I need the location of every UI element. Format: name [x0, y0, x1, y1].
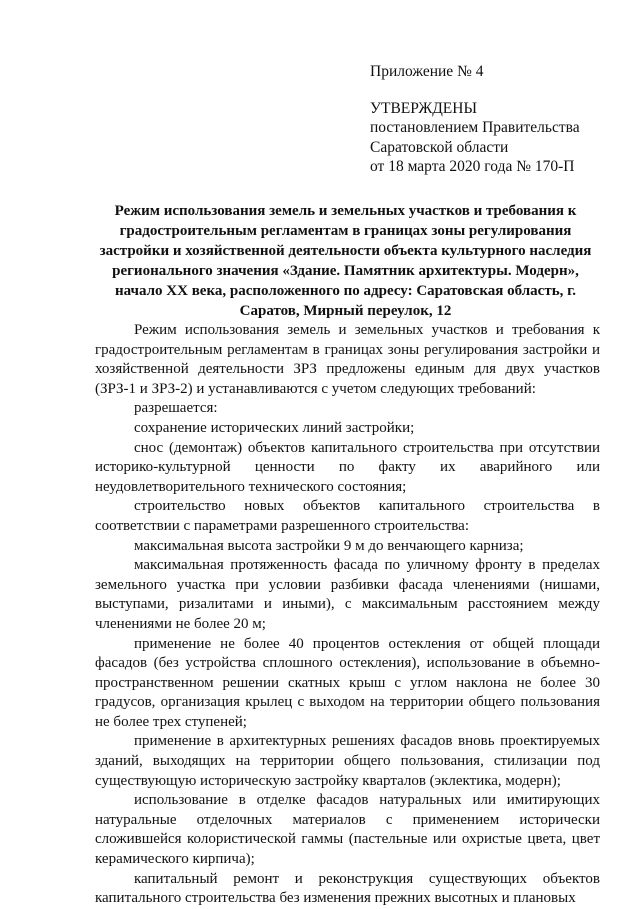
- document-body: [95, 321, 600, 909]
- approval-block: [370, 62, 580, 177]
- approval-date-line: от 18 марта 2020 года № 170-П: [370, 158, 575, 175]
- paragraph: снос (демонтаж) объектов капитального строительства при отсутствии историко-культурной ценности по факту их аварийного или неудовлетворительного технического состояния;: [95, 439, 600, 495]
- annex-number: Приложение № 4: [370, 63, 484, 80]
- approval-line: Саратовской области: [370, 138, 509, 156]
- paragraph: сохранение исторических линий застройки;: [134, 419, 415, 436]
- paragraph: Режим использования земель и земельных участков и требования к градостроительным регламентам в границах зоны регулирования застройки и хозяйственной деятельности ЗРЗ предложены единым для двух участков (ЗРЗ-1 и ЗРЗ-2) и устанавливаются с учетом следующих требований:: [95, 322, 600, 397]
- paragraph: разрешается:: [134, 400, 218, 417]
- approval-heading: УТВЕРЖДЕНЫ: [370, 99, 477, 117]
- paragraph: строительство новых объектов капитального строительства в соответствии с параметрами разрешенного строительства:: [95, 498, 600, 534]
- document-title: Режим использования земель и земельных участков и требования к градостроительным регламентам в границах зоны регулирования застройки и хозяйственной деятельности объекта культурного наследия регионального значения «Здание. Памятник архитектуры. Модерн», начало XX века, расположенного по адресу: Саратовская область, г. Саратов, Мирный переулок, 12: [99, 203, 592, 319]
- paragraph: капитальный ремонт и реконструкция существующих объектов капитального строительства без изменения прежних высотных и плановых: [95, 870, 600, 907]
- paragraph: применение не более 40 процентов остекления от общей площади фасадов (без устройства сплошного остекления), использование в объемно-пространственном решении скатных крыш с углом наклона не более 30 градусов, организация крылец с выходом на территории общего пользования не более трех ступеней;: [95, 635, 600, 730]
- approval-line: постановлением Правительства: [370, 119, 580, 136]
- paragraph: максимальная высота застройки 9 м до венчающего карниза;: [134, 537, 524, 554]
- paragraph: использование в отделке фасадов натуральных или имитирующих натуральные отделочных материалов с применением исторически сложившейся колористической гаммы (пастельные или охристые цвета, цвет керамического кирпича);: [95, 792, 600, 868]
- paragraph: применение в архитектурных решениях фасадов вновь проектируемых зданий, выходящих на территории общего пользования, стилизации под существующую историческую застройку кварталов (эклектика, модерн);: [95, 733, 600, 789]
- paragraph: максимальная протяженность фасада по уличному фронту в пределах земельного участка при условии разбивки фасада членениями (нишами, выступами, ризалитами и иными), с максимальным расстоянием между членениями не более 20 м;: [95, 557, 600, 632]
